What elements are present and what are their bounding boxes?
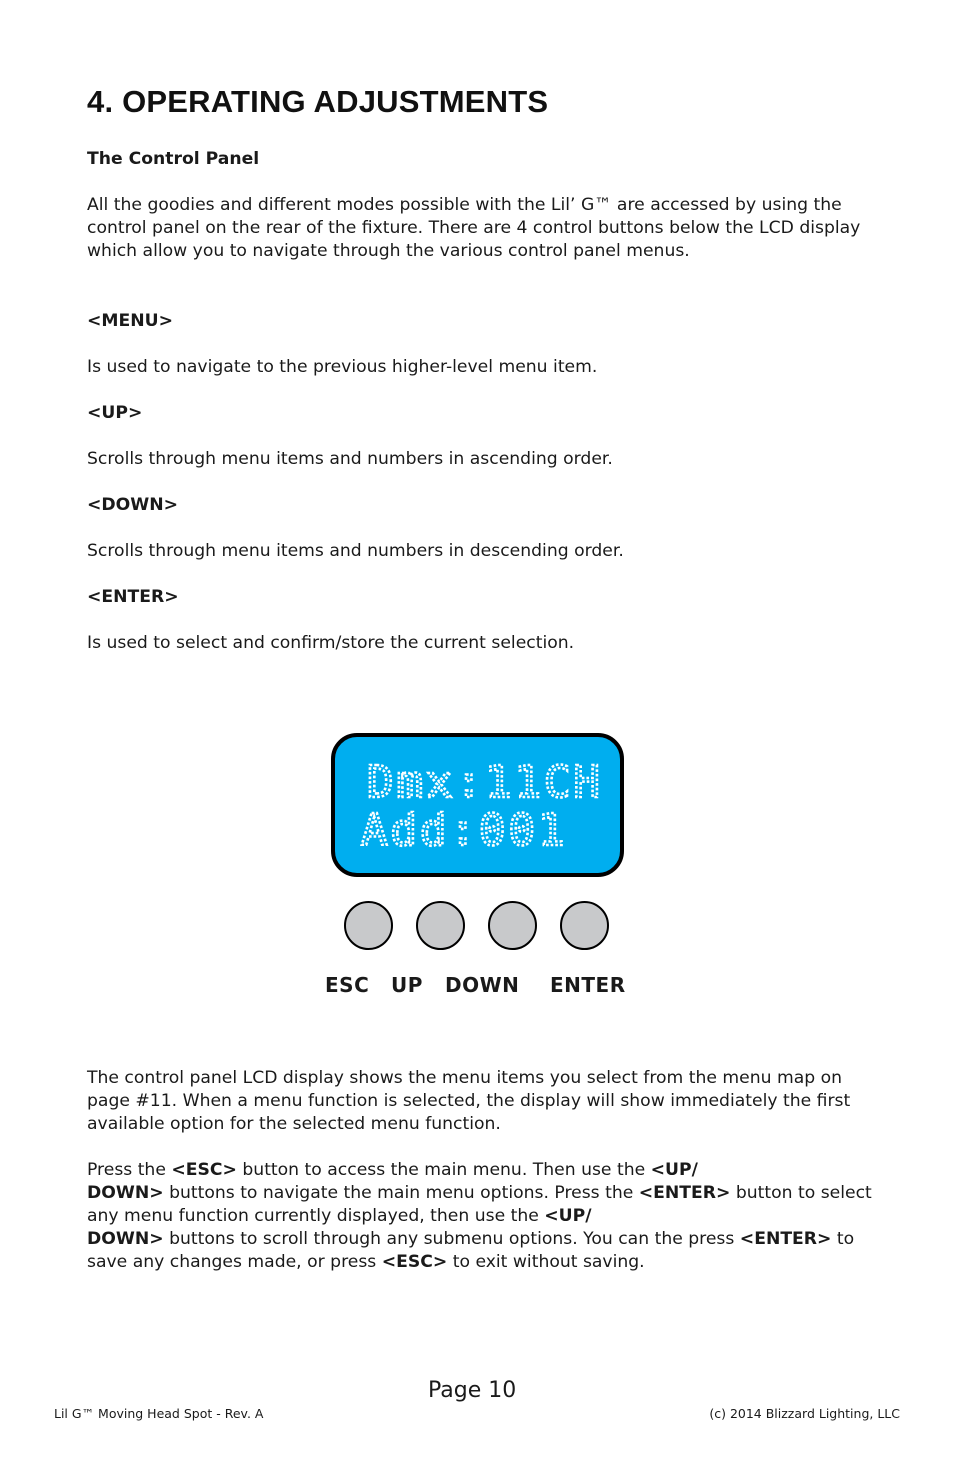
subheading: The Control Panel (87, 149, 260, 169)
footer-copyright: (c) 2014 Blizzard Lighting, LLC (709, 1406, 900, 1421)
instr-bold-esc-2: <ESC> (381, 1252, 448, 1272)
up-description: Scrolls through menu items and numbers in ascending order. (87, 449, 613, 469)
menu-label: <MENU> (87, 311, 173, 331)
instr-bold-enter-2: <ENTER> (739, 1229, 832, 1249)
up-button (416, 901, 465, 950)
section-heading: 4. OPERATING ADJUSTMENTS (87, 84, 549, 119)
page-number: Page 10 (428, 1378, 517, 1403)
down-label: <DOWN> (87, 495, 179, 515)
lcd-text-svg (335, 737, 620, 873)
instr-text-3: buttons to navigate the main menu options. Press the (163, 1183, 639, 1203)
esc-button-label: ESC (325, 973, 370, 997)
up-label: <UP> (87, 403, 143, 423)
down-description: Scrolls through menu items and numbers in descending order. (87, 541, 624, 561)
lcd-line-2: Add:001 (361, 805, 568, 856)
down-button-label: DOWN (445, 973, 520, 997)
instructions-paragraph (87, 1159, 877, 1274)
enter-button (560, 901, 609, 950)
enter-button-label: ENTER (550, 973, 626, 997)
enter-label: <ENTER> (87, 587, 179, 607)
lcd-display (331, 733, 624, 877)
intro-paragraph: All the goodies and different modes possible with the Lil’ G™ are accessed by using the control panel on the rear of the fixture. There are 4 control buttons below the LCD display which allow you to navigate through the various control panel menus. (87, 195, 861, 261)
instr-text-1: Press the (87, 1160, 172, 1180)
esc-button (344, 901, 393, 950)
instr-text-7: to exit without saving. (447, 1252, 645, 1272)
instr-text-6: to save any changes made, or press (87, 1229, 855, 1272)
footer-product: Lil G™ Moving Head Spot - Rev. A (54, 1406, 264, 1421)
lcd-description-paragraph: The control panel LCD display shows the menu items you select from the menu map on page #11. When a menu function is selected, the display will show immediately the first available option for the selected menu function. (87, 1068, 851, 1134)
instr-bold-esc: <ESC> (171, 1160, 237, 1180)
instr-text-5: buttons to scroll through any submenu options. You can the press (163, 1229, 740, 1249)
menu-description: Is used to navigate to the previous higher-level menu item. (87, 357, 598, 377)
enter-description: Is used to select and confirm/store the current selection. (87, 633, 575, 653)
instr-bold-updown: <UP/ DOWN> (87, 1160, 698, 1203)
lcd-line-1: Dmx:11CH (367, 757, 603, 808)
up-button-label: UP (391, 973, 423, 997)
down-button (488, 901, 537, 950)
instr-text-2: button to access the main menu. Then use the (236, 1160, 651, 1180)
instr-bold-enter: <ENTER> (638, 1183, 731, 1203)
instr-bold-updown-2: <UP/ DOWN> (87, 1206, 592, 1249)
instr-text-4: button to select any menu function currently displayed, then use the (87, 1183, 872, 1226)
